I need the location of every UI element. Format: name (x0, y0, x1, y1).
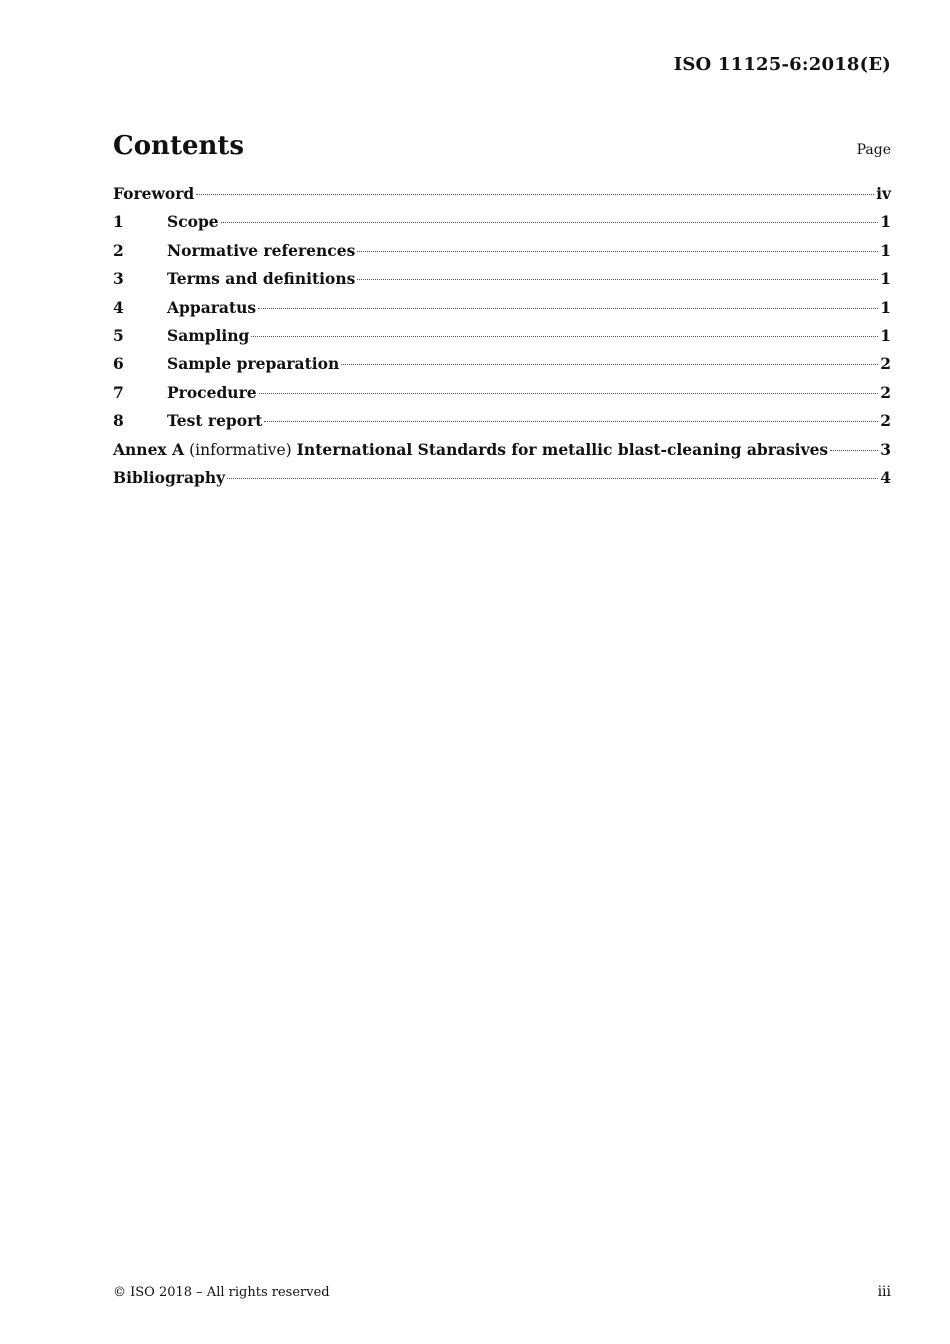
annex-label: Annex A (113, 439, 185, 459)
toc-entry-test-report[interactable] (113, 411, 891, 439)
toc-leader-dots (357, 251, 878, 252)
toc-entry-number: 3 (113, 269, 124, 289)
toc-entry-page: 1 (880, 212, 891, 232)
annex-type: (informative) (189, 440, 292, 459)
toc-leader-dots (196, 194, 874, 195)
toc-entry-title: Terms and definitions (167, 269, 356, 289)
toc-entry-title: Apparatus (167, 297, 257, 317)
toc-entry-title: Sampling (167, 325, 250, 345)
toc-entry-page: 2 (880, 411, 891, 431)
page-number: iii (877, 1284, 891, 1300)
toc-entry-page: 1 (880, 297, 891, 317)
toc-entry-title: Procedure (167, 382, 257, 402)
contents-title: Contents (113, 131, 245, 161)
toc-entry-number: 6 (113, 354, 124, 374)
document-id: ISO 11125-6:2018(E) (673, 54, 891, 75)
toc-entry-page: iv (876, 184, 891, 203)
toc-entry-title: International Standards for metallic blast-cleaning abrasives (296, 439, 829, 459)
page-column-label: Page (856, 142, 891, 158)
copyright-notice: © ISO 2018 – All rights reserved (113, 1285, 330, 1300)
toc-entry-title: Test report (167, 411, 263, 431)
toc-entry-scope[interactable] (113, 212, 891, 240)
table-of-contents (113, 184, 891, 496)
toc-entry-number: 4 (113, 297, 124, 317)
toc-entry-title: Sample preparation (167, 354, 340, 374)
toc-leader-dots (357, 279, 878, 280)
toc-entry-title: Bibliography (113, 467, 226, 487)
toc-entry-procedure[interactable] (113, 383, 891, 411)
toc-entry-number: 8 (113, 411, 124, 431)
toc-entry-bibliography[interactable] (113, 468, 891, 496)
toc-entry-page: 2 (880, 354, 891, 374)
toc-entry-page: 1 (880, 269, 891, 289)
toc-entry-apparatus[interactable] (113, 298, 891, 326)
toc-leader-dots (251, 336, 878, 337)
toc-entry-number: 2 (113, 240, 124, 260)
toc-entry-sampling[interactable] (113, 326, 891, 354)
toc-leader-dots (341, 364, 878, 365)
toc-entry-page: 1 (880, 325, 891, 345)
toc-entry-annex-a[interactable] (113, 440, 891, 468)
toc-entry-foreword[interactable] (113, 184, 891, 212)
toc-leader-dots (258, 308, 878, 309)
toc-entry-page: 1 (880, 240, 891, 260)
toc-leader-dots (264, 421, 878, 422)
toc-entry-number: 7 (113, 382, 124, 402)
toc-entry-page: 2 (880, 382, 891, 402)
toc-entry-title: Foreword (113, 184, 195, 203)
toc-entry-number: 1 (113, 212, 124, 232)
toc-entry-page: 3 (880, 439, 891, 459)
toc-leader-dots (227, 478, 878, 479)
toc-leader-dots (830, 450, 878, 451)
toc-entry-number: 5 (113, 325, 124, 345)
toc-entry-terms-and-definitions[interactable] (113, 269, 891, 297)
toc-entry-page: 4 (880, 467, 891, 487)
toc-entry-normative-references[interactable] (113, 241, 891, 269)
toc-entry-title: Scope (167, 212, 219, 232)
toc-entry-sample-preparation[interactable] (113, 354, 891, 382)
toc-entry-title: Normative references (167, 240, 356, 260)
toc-leader-dots (221, 222, 879, 223)
toc-leader-dots (259, 393, 879, 394)
